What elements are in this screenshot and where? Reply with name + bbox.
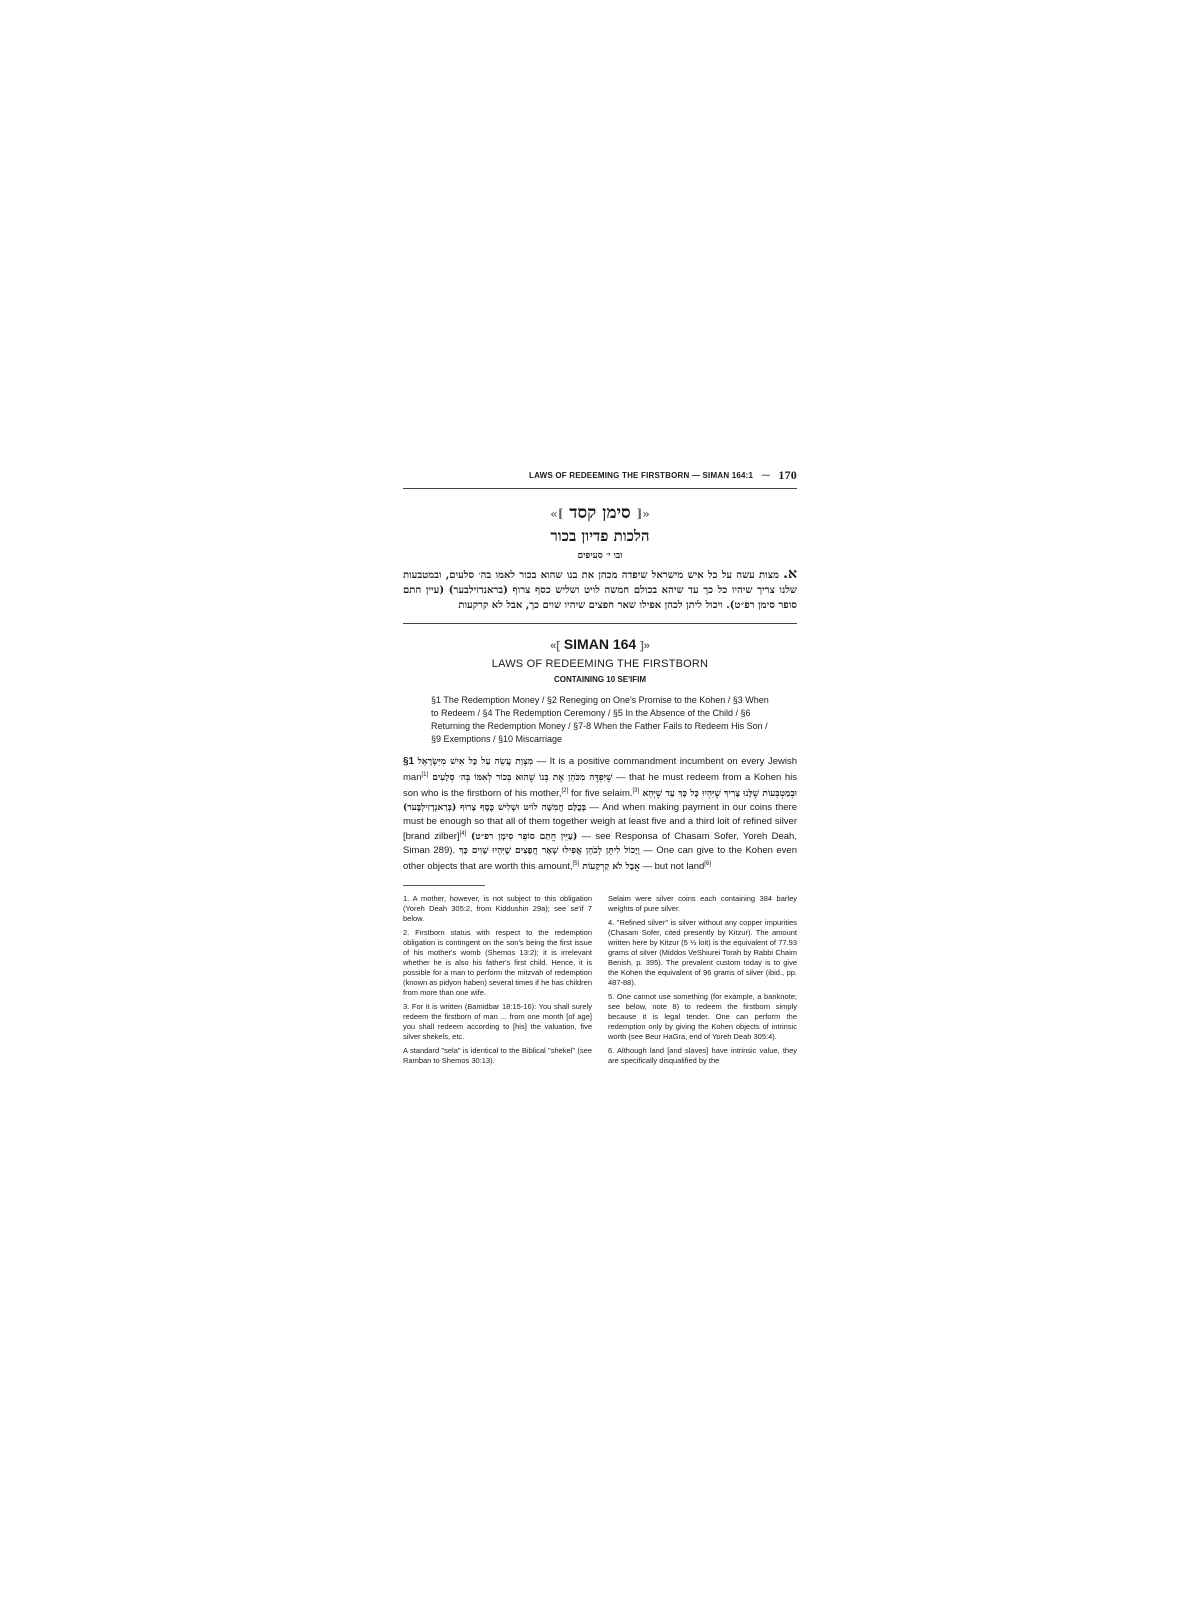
- ornament-bracket-icon: ]»: [640, 640, 650, 652]
- main-paragraph: [403, 755, 797, 875]
- ornament-bracket-icon: «[: [550, 640, 560, 652]
- section-number: §1: [403, 756, 415, 767]
- hebrew-containing: ובו י׳ סעיפים: [577, 551, 623, 561]
- hebrew-phrase: שֶׁיִּפְדֶּה מִכֹּהֵן אֶת בְּנוֹ שֶׁהוּא בְּכוֹר לְאִמּוֹ בְּה׳ סְלָעִים: [428, 773, 613, 784]
- english-phrase: — One can give to the Kohen even other objects that are worth this amount,: [403, 845, 797, 873]
- english-phrase: — that he must redeem from a Kohen his son who is the firstborn of his mother,: [403, 772, 797, 800]
- footnote: 1. A mother, however, is not subject to this obligation (Yoreh Deah 305:2, from Kiddushin 29a); see se'if 7 below.: [403, 893, 592, 923]
- footnotes-right-column: [608, 894, 797, 1070]
- english-phrase: — see Responsa of Chasam Sofer, Yoreh Deah, Siman 289).: [403, 831, 797, 857]
- hebrew-siman-label: סימן קסד: [569, 503, 631, 523]
- running-head-title: LAWS OF REDEEMING THE FIRSTBORN — SIMAN 164:1: [529, 471, 754, 480]
- footnotes-left-column: [403, 894, 592, 1070]
- footnotes: [403, 894, 797, 1070]
- section-contents: §1 The Redemption Money / §2 Reneging on One's Promise to the Kohen / §3 When to Redeem / §4 The Redemption Ceremony / §5 In the Absence of the Child / §6 Returning the Redemption Money / §7-8 When the Father Fails to Redeem His Son / §9 Exemptions / §10 Miscarriage: [431, 695, 769, 744]
- section-divider: [403, 623, 797, 624]
- hebrew-phrase: מִצְוַת עֲשֵׂה עַל כָּל אִישׁ מִיִּשְׂרָאֵל: [417, 757, 534, 767]
- english-siman-label: SIMAN 164: [563, 636, 637, 652]
- note-ref: [5]: [572, 861, 580, 868]
- page-number: 170: [778, 468, 797, 482]
- hebrew-phrase: וְיָכוֹל לִיתֵּן לְכֹהֵן אֲפִילוּ שְׁאָר חֲפָצִים שֶׁיִּהְיוּ שָׁוִים כָּךְ: [455, 846, 640, 857]
- english-phrase: — It is a positive commandment incumbent on every Jewish man: [403, 756, 797, 784]
- hebrew-body: מצות עשה על כל איש מישראל שיפדה מכהן את בנו שהוא בכור לאמו בה׳ סלעים, ובמטבעות שלנו צריך שיהיו כל כך עד שיהא בכולם חמשה לויט ושליש כסף צרוף (בראנדזילבער) (עיין חתם סופר סימן רפ״ט). ויכול ליתן לכהן אפילו שאר חפצים שיהיו שוים כך, אבל לא קרקעות: [403, 570, 797, 611]
- note-ref: [1]: [421, 772, 429, 778]
- note-ref: [4]: [459, 831, 467, 838]
- ornament-bracket-icon: ]»: [550, 507, 564, 521]
- hebrew-laws-title: הלכות פדיון בכור: [550, 527, 650, 545]
- english-phrase: — but not land: [639, 861, 705, 873]
- english-phrase: — And when making payment in our coins there must be enough so that all of them together weigh at least five and a third loit of refined silver [brand zilber]: [403, 802, 797, 843]
- footnote: A standard "sela" is identical to the Biblical "shekel" (see Ramban to Shemos 30:13).: [403, 1045, 592, 1065]
- ornament-bracket-icon: «[: [636, 507, 650, 521]
- english-laws-title: LAWS OF REDEEMING THE FIRSTBORN: [491, 658, 709, 670]
- hebrew-phrase: (עַיֵּין חֲתַם סוֹפֵר סִימָן רפ״ט): [466, 832, 578, 843]
- running-head: [403, 468, 797, 489]
- footnote: Selaim were silver coins each containing 384 barley weights of pure silver.: [608, 893, 797, 913]
- hebrew-siman-title: [403, 503, 797, 523]
- hebrew-phrase: אֲבָל לֹא קַרְקָעוֹת: [579, 862, 640, 873]
- note-ref: [2]: [561, 788, 569, 795]
- english-containing: CONTAINING 10 SE'IFIM: [554, 675, 646, 684]
- note-ref: [3]: [632, 788, 640, 795]
- footnote: 6. Although land [and slaves] have intrinsic value, they are specifically disqualified by the: [608, 1045, 797, 1065]
- footnote: 3. For it is written (Bamidbar 18:15-16): You shall surely redeem the firstborn of man ... from one month [of age] you shall redeem according to [his] the valuation, five silver shekels, etc.: [403, 1001, 592, 1041]
- footnote: 2. Firstborn status with respect to the redemption obligation is contingent on the son's being the first issue of his mother's womb (Shemos 13:2); it is irrelevant whether he is also his father's first child. Hence, it is possible for a man to perform the mitzvah of redemption (known as pidyon haben) several times if he has children from more than one wife.: [403, 927, 592, 997]
- book-page: [403, 468, 797, 1070]
- hebrew-phrase: וּבְמַטְבְּעוֹת שֶׁלָּנוּ צָרִיךְ שֶׁיִּהְיוּ כָּל כָּךְ עַד שֶׁיְּהֵא בְּכֻלָּם חֲמִשָּׁה לוֹיט וּשְׁלִישׁ כֶּסֶף צָרוּף (בְּרַאנְדְזִילְבֶּער): [403, 789, 797, 814]
- ornament-icon: ⁓: [761, 470, 771, 480]
- english-siman-title: [403, 636, 797, 652]
- footnote: 5. One cannot use something (for example, a banknote; see below, note 8) to redeem the firstborn simply because it is legal tender. One can perform the redemption only by giving the Kohen objects of intrinsic worth (see Beur HaGra, end of Yoreh Deah 305:4).: [608, 991, 797, 1041]
- hebrew-lead-letter: א.: [783, 566, 797, 582]
- note-ref: [6]: [704, 861, 711, 868]
- footnote: 4. "Refined silver" is silver without any copper impurities (Chasam Sofer, cited presently by Kitzur). The amount written here by Kitzur (5 ⅓ loit) is the equivalent of 77.93 grams of silver (Middos VeShiurei Torah by Rabbi Chaim Benish, p. 395). The prevalent custom today is to give the Kohen the equivalent of 96 grams of silver (ibid., pp. 487-88).: [608, 917, 797, 987]
- hebrew-main-text: [403, 567, 797, 613]
- english-phrase: for five selaim.: [568, 788, 633, 800]
- footnote-rule: [403, 885, 485, 886]
